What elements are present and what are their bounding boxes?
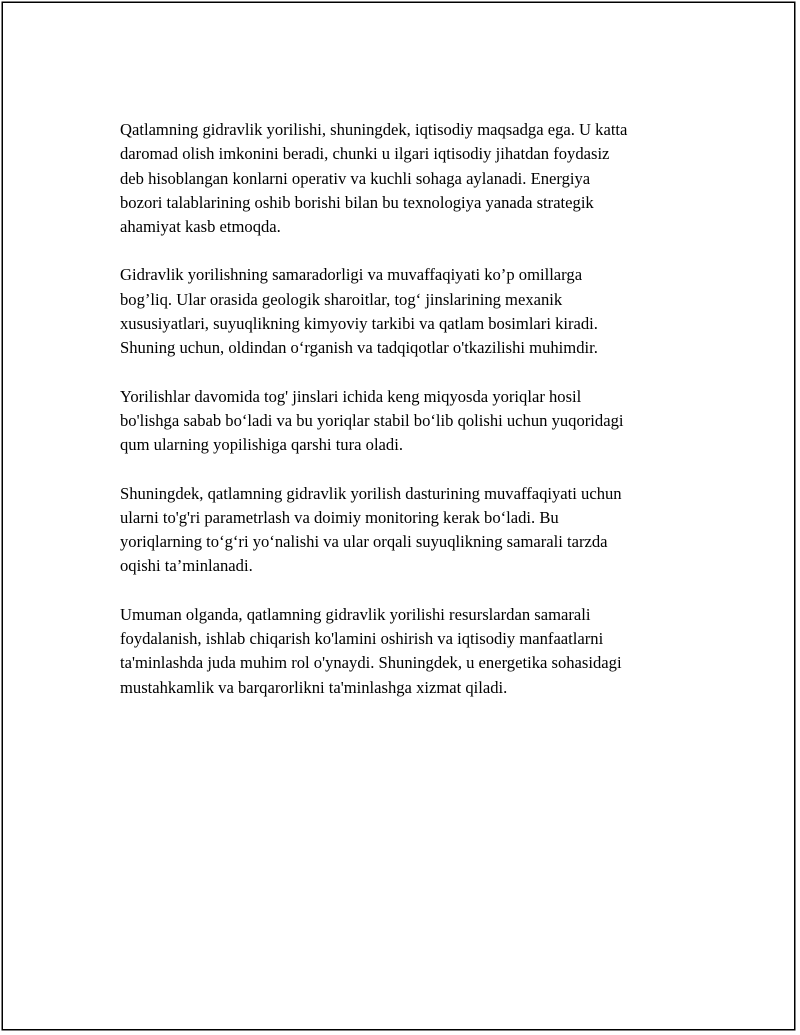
page-border <box>2 2 795 1030</box>
document-body <box>120 118 700 724</box>
paragraph-parameters-monitoring: Shuningdek, qatlamning gidravlik yorilish dasturining muvaffaqiyati uchun ularni to'g'ri parametrlash va doimiy monitoring kerak bo‘ladi. Bu yoriqlarning to‘g‘ri yo‘nalishi va ular orqali suyuqlikning samarali tarzda oqishi ta’minlanadi. <box>120 483 622 576</box>
paragraph-efficiency-factors: Gidravlik yorilishning samaradorligi va muvaffaqiyati ko’p omillarga bog’liq. Ular orasida geologik sharoitlar, tog‘ jinslarining mexanik xususiyatlari, suyuqlikning kimyoviy tarkibi va qatlam bosimlari kiradi. Shuning uchun, oldindan o‘rganish va tadqiqotlar o'tkazilishi muhimdir. <box>120 265 598 358</box>
paragraph-conclusion: Umuman olganda, qatlamning gidravlik yorilishi resurslardan samarali foydalanish, ishlab chiqarish ko'lamini oshirish va iqtisodiy manfaatlarni ta'minlashda juda muhim rol o'ynaydi. Shuningdek, u energetika sohasidagi mustahkamlik va barqarorlikni ta'minlashga xizmat qiladi. <box>120 604 622 697</box>
paragraph-economic-purpose: Qatlamning gidravlik yorilishi, shuningdek, iqtisodiy maqsadga ega. U katta daromad olish imkonini beradi, chunki u ilgari iqtisodiy jihatdan foydasiz deb hisoblangan konlarni operativ va kuchli sohaga aylanadi. Energiya bozori talablarining oshib borishi bilan bu texnologiya yanada strategik ahamiyat kasb etmoqda. <box>120 120 628 237</box>
paragraph-fracture-formation: Yorilishlar davomida tog' jinslari ichida keng miqyosda yoriqlar hosil bo'lishga sabab bo‘ladi va bu yoriqlar stabil bo‘lib qolishi uchun yuqoridagi qum ularning yopilishiga qarshi tura oladi. <box>120 386 624 455</box>
